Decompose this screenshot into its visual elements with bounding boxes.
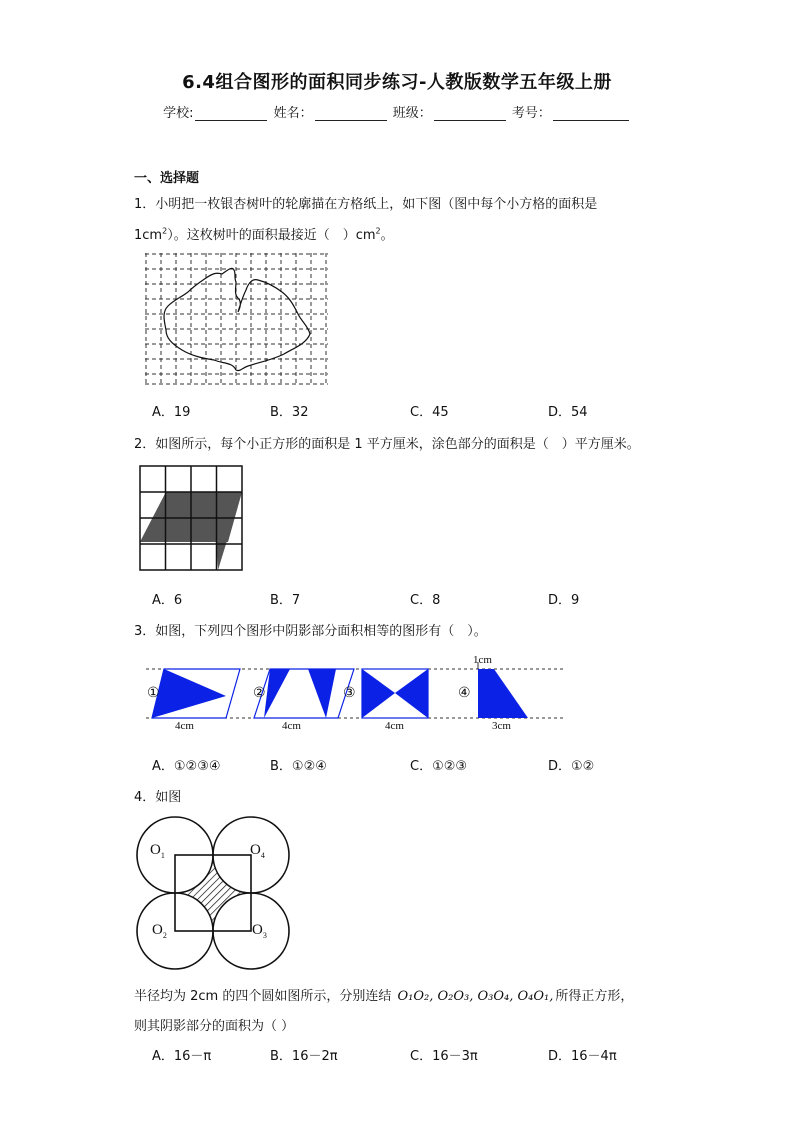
q3-label-2: ② — [253, 686, 266, 701]
q3-label-4: ④ — [458, 686, 471, 701]
q2-grid-figure — [138, 464, 246, 574]
q1-sup2: 2 — [375, 226, 381, 236]
q1-sup: 2 — [162, 226, 168, 236]
q1-leaf-grid-figure — [144, 252, 330, 386]
q4-label-o4: $O_4$ — [250, 842, 265, 860]
q4-label-o2: $O_2$ — [152, 922, 167, 940]
q4-desc-line1 — [134, 985, 633, 1004]
q4-label-o1: $O_1$ — [150, 842, 165, 860]
q3-text: 3．如图，下列四个图形中阴影部分面积相等的图形有（ ）。 — [134, 624, 487, 639]
q1-question: ）。这枚树叶的面积最接近（ ）cm — [167, 228, 376, 243]
q3-label-4cm-1: 4cm — [175, 720, 194, 732]
q2-option-a[interactable]: A．6 — [152, 593, 183, 608]
q3-label-1: ① — [147, 686, 160, 701]
q3-shape3-shaded-b — [395, 669, 428, 718]
page-title: 6.4组合图形的面积同步练习-人教版数学五年级上册 — [182, 72, 612, 93]
q4-option-a[interactable]: A．16－π — [152, 1049, 212, 1064]
school-blank[interactable] — [195, 106, 267, 121]
q3-label-4cm-3: 4cm — [385, 720, 404, 732]
student-info-line — [0, 102, 794, 121]
q3-option-d[interactable]: D．①② — [548, 759, 595, 774]
q4-option-d[interactable]: D．16－4π — [548, 1049, 617, 1064]
name-blank[interactable] — [315, 106, 387, 121]
q2-text: 2．如图所示，每个小正方形的面积是 1 平方厘米，涂色部分的面积是（ ）平方厘米。 — [134, 437, 640, 452]
q4-circles-figure — [134, 814, 292, 972]
q1-option-b[interactable]: B．32 — [270, 405, 309, 420]
q1-unit: 1cm — [134, 228, 163, 243]
q1-option-c[interactable]: C．45 — [410, 405, 449, 420]
q2-option-c[interactable]: C．8 — [410, 593, 441, 608]
q3-option-c[interactable]: C．①②③ — [410, 759, 468, 774]
q4-text: 4．如图 — [134, 790, 182, 805]
class-label: 班级： — [392, 106, 432, 121]
q3-option-a[interactable]: A．①②③④ — [152, 759, 221, 774]
q4-desc-a: 半径均为 2cm 的四个圆如图所示，分别连结 — [134, 989, 392, 1004]
q4-desc-b: 所得正方形， — [555, 989, 634, 1004]
q4-option-b[interactable]: B．16－2π — [270, 1049, 338, 1064]
q3-shape1-shaded — [152, 669, 226, 718]
section-title: 一、选择题 — [134, 171, 200, 186]
q3-label-3: ③ — [343, 686, 356, 701]
q3-shape3-shaded-a — [362, 669, 395, 718]
q4-desc-line2: 则其阴影部分的面积为（ ） — [134, 1019, 295, 1034]
q3-label-top-1cm: 1cm — [473, 654, 492, 666]
q2-option-b[interactable]: B．7 — [270, 593, 301, 608]
q3-option-b[interactable]: B．①②④ — [270, 759, 327, 774]
class-blank[interactable] — [434, 106, 506, 121]
number-label: 考号： — [511, 106, 551, 121]
q4-option-c[interactable]: C．16－3π — [410, 1049, 478, 1064]
q1-option-a[interactable]: A．19 — [152, 405, 191, 420]
q1-line2 — [134, 224, 394, 243]
q4-label-o3: $O_3$ — [252, 922, 267, 940]
q4-shaded-region — [175, 855, 251, 931]
q2-option-d[interactable]: D．9 — [548, 593, 580, 608]
q3-label-3cm: 3cm — [492, 720, 511, 732]
q2-grid-lines — [140, 466, 242, 570]
q3-shape4-trapezoid — [478, 669, 528, 718]
q1-line1: 1．小明把一枚银杏树叶的轮廓描在方格纸上，如下图（图中每个小方格的面积是 — [134, 197, 598, 212]
q3-label-4cm-2: 4cm — [282, 720, 301, 732]
q4-desc-segments: O₁O₂, O₂O₃, O₃O₄, O₄O₁, — [397, 989, 554, 1004]
school-label: 学校: — [163, 106, 194, 121]
number-blank[interactable] — [553, 106, 629, 121]
q1-option-d[interactable]: D．54 — [548, 405, 588, 420]
name-label: 姓名： — [273, 106, 313, 121]
q1-end: 。 — [380, 228, 394, 243]
q3-shape2-shaded-b — [308, 669, 336, 718]
